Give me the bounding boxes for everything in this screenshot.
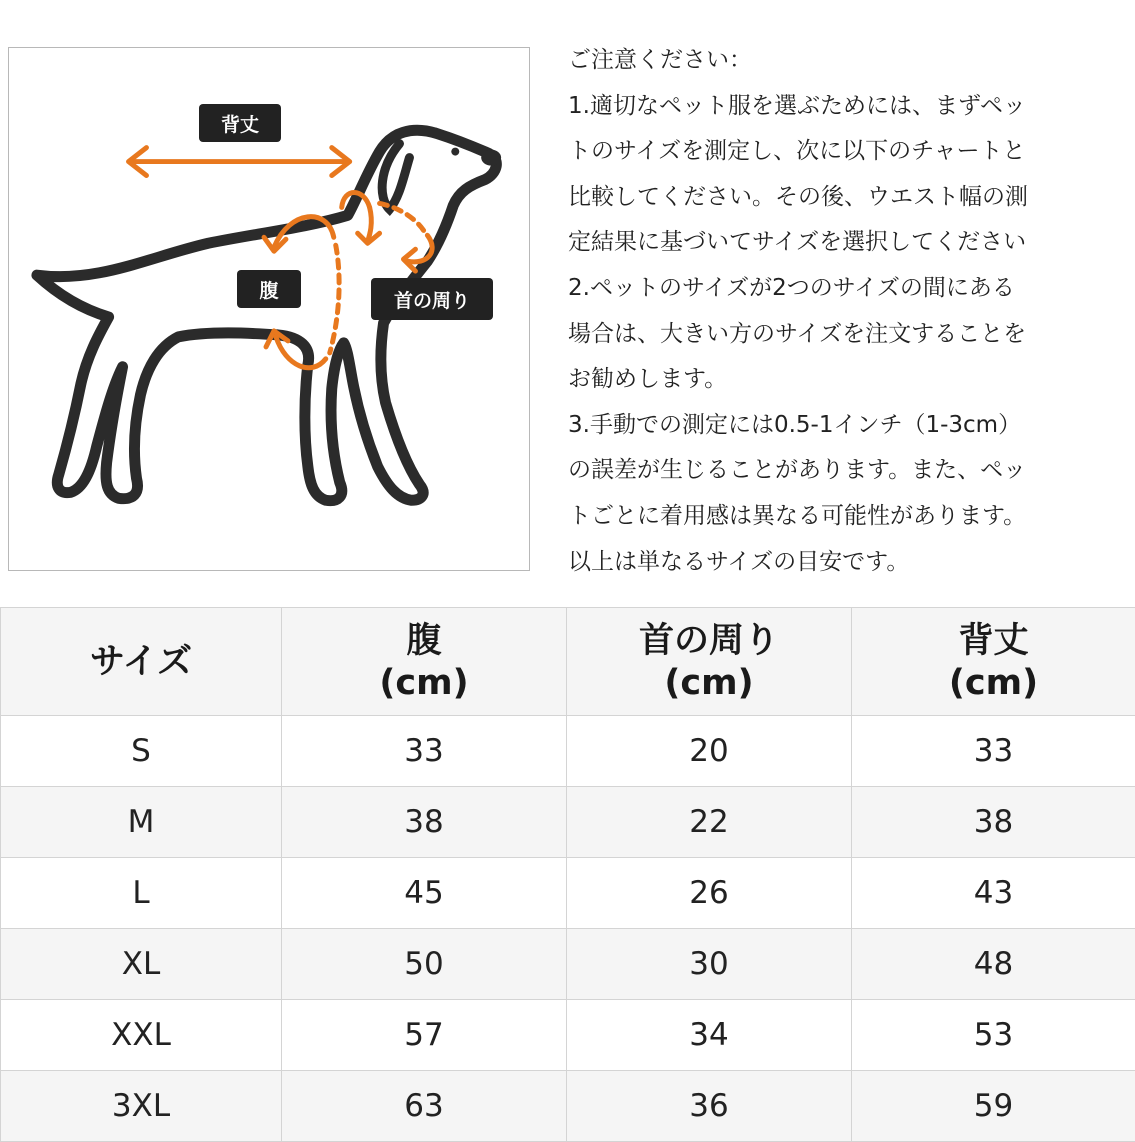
- cell-neck: 30: [567, 929, 852, 1000]
- cell-belly: 38: [282, 787, 567, 858]
- table-row: [1, 1000, 1135, 1071]
- dog-ear: [382, 144, 409, 210]
- table-header-row: [1, 608, 1135, 716]
- notes-line: お勧めします。: [568, 357, 1135, 403]
- cell-size: L: [1, 858, 282, 929]
- cell-size: M: [1, 787, 282, 858]
- neck-label: 首の周り: [371, 278, 493, 320]
- cell-size: XXL: [1, 1000, 282, 1071]
- cell-neck: 26: [567, 858, 852, 929]
- cell-neck: 22: [567, 787, 852, 858]
- cell-back-length: 53: [852, 1000, 1135, 1071]
- cell-belly: 63: [282, 1071, 567, 1142]
- cell-neck: 20: [567, 716, 852, 787]
- table-row: [1, 1071, 1135, 1142]
- cell-back-length: 33: [852, 716, 1135, 787]
- table-row: [1, 787, 1135, 858]
- header-belly: 腹 (cm): [282, 608, 567, 716]
- cell-belly: 33: [282, 716, 567, 787]
- back-length-label: 背丈: [199, 104, 281, 142]
- notes-line: 場合は、大きい方のサイズを注文することを: [568, 312, 1135, 358]
- table-row: [1, 716, 1135, 787]
- cell-back-length: 59: [852, 1071, 1135, 1142]
- dog-eye: [451, 148, 459, 156]
- table-row: [1, 929, 1135, 1000]
- cell-belly: 50: [282, 929, 567, 1000]
- cell-back-length: 48: [852, 929, 1135, 1000]
- dog-nose: [481, 150, 501, 166]
- notes-line: 1.適切なペット服を選ぶためには、まずペッ: [568, 84, 1135, 130]
- cell-belly: 45: [282, 858, 567, 929]
- cell-belly: 57: [282, 1000, 567, 1071]
- cell-back-length: 38: [852, 787, 1135, 858]
- notes-line: ご注意ください：: [568, 38, 1135, 84]
- cell-neck: 36: [567, 1071, 852, 1142]
- header-size: サイズ: [1, 608, 282, 716]
- notes-line: トのサイズを測定し、次に以下のチャートと: [568, 129, 1135, 175]
- notes-line: 2.ペットのサイズが2つのサイズの間にある: [568, 266, 1135, 312]
- notes-line: トごとに着用感は異なる可能性があります。: [568, 494, 1135, 540]
- notes-line: の誤差が生じることがあります。また、ペッ: [568, 448, 1135, 494]
- notes-line: 定結果に基づいてサイズを選択してください: [568, 220, 1135, 266]
- belly-label: 腹: [237, 270, 301, 308]
- cell-neck: 34: [567, 1000, 852, 1071]
- cell-size: 3XL: [1, 1071, 282, 1142]
- table-row: [1, 858, 1135, 929]
- size-notes: [568, 38, 1135, 585]
- dog-measurement-diagram: [8, 47, 530, 571]
- notes-line: 3.手動での測定には0.5-1インチ（1-3cm）: [568, 403, 1135, 449]
- notes-line: 以上は単なるサイズの目安です。: [568, 540, 1135, 586]
- back-length-arrow: [129, 148, 350, 176]
- cell-size: S: [1, 716, 282, 787]
- cell-back-length: 43: [852, 858, 1135, 929]
- notes-line: 比較してください。その後、ウエスト幅の測: [568, 175, 1135, 221]
- size-chart-table: [0, 607, 1135, 1142]
- header-back-length: 背丈 (cm): [852, 608, 1135, 716]
- cell-size: XL: [1, 929, 282, 1000]
- header-neck: 首の周り (cm): [567, 608, 852, 716]
